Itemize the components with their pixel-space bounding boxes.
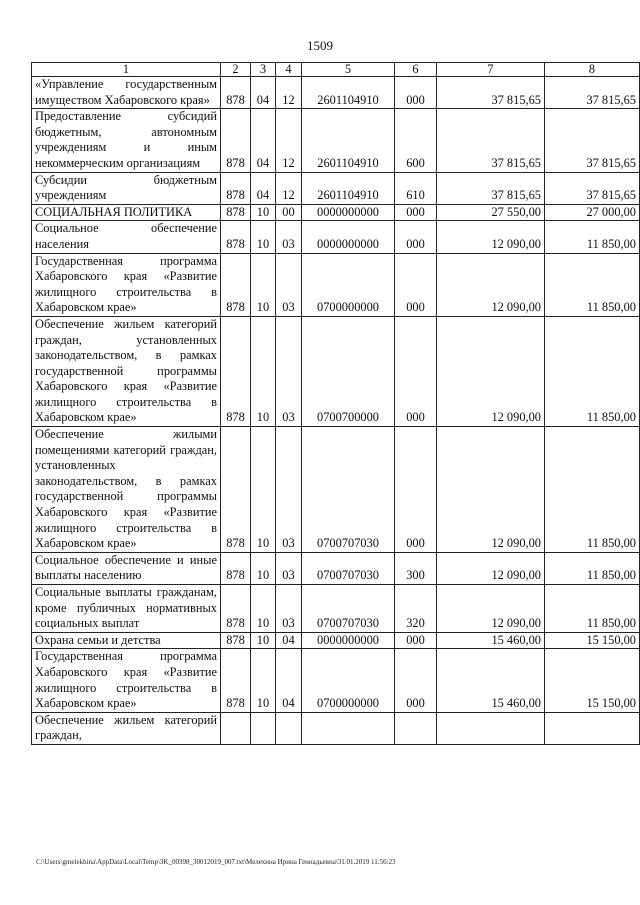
expense-type-code: 610 (395, 172, 437, 204)
table-row (32, 316, 640, 426)
amount-col8: 15 150,00 (545, 649, 640, 712)
budget-table (31, 62, 640, 745)
column-header: 4 (276, 63, 302, 77)
amount-col7: 27 550,00 (437, 204, 545, 221)
amount-col7: 37 815,65 (437, 77, 545, 109)
section-code: 10 (251, 427, 276, 553)
column-header-row (32, 63, 640, 77)
amount-col8: 27 000,00 (545, 204, 640, 221)
amount-col8: 37 815,65 (545, 172, 640, 204)
ministry-code: 878 (221, 172, 251, 204)
ministry-code: 878 (221, 204, 251, 221)
row-name: «Управление государственным имуществом Хабаровского края» (32, 77, 221, 109)
table-row (32, 632, 640, 649)
table-row (32, 204, 640, 221)
amount-col8: 11 850,00 (545, 221, 640, 253)
table-row (32, 552, 640, 584)
section-code: 10 (251, 632, 276, 649)
ministry-code: 878 (221, 585, 251, 633)
row-name: Субсидии бюджетным учреждениям (32, 172, 221, 204)
expense-type-code: 000 (395, 221, 437, 253)
target-code: 0000000000 (302, 221, 395, 253)
table-row (32, 221, 640, 253)
table-row (32, 253, 640, 316)
amount-col7: 12 090,00 (437, 221, 545, 253)
expense-type-code: 000 (395, 632, 437, 649)
expense-type-code: 000 (395, 649, 437, 712)
expense-type-code (395, 712, 437, 744)
expense-type-code: 000 (395, 427, 437, 553)
ministry-code: 878 (221, 77, 251, 109)
amount-col8: 11 850,00 (545, 253, 640, 316)
row-name: Предоставление субсидий бюджетным, автономным учреждениям и иным некоммерческим организациям (32, 109, 221, 172)
table-row (32, 427, 640, 553)
subsection-code: 00 (276, 204, 302, 221)
amount-col8: 15 150,00 (545, 632, 640, 649)
subsection-code: 03 (276, 221, 302, 253)
column-header: 7 (437, 63, 545, 77)
amount-col7: 12 090,00 (437, 585, 545, 633)
target-code: 0000000000 (302, 204, 395, 221)
row-name: Государственная программа Хабаровского края «Развитие жилищного строительства в Хабаровском крае» (32, 649, 221, 712)
target-code: 0700707030 (302, 552, 395, 584)
expense-type-code: 000 (395, 253, 437, 316)
amount-col8 (545, 712, 640, 744)
row-name: СОЦИАЛЬНАЯ ПОЛИТИКА (32, 204, 221, 221)
ministry-code: 878 (221, 253, 251, 316)
target-code: 0700707030 (302, 427, 395, 553)
section-code: 10 (251, 221, 276, 253)
target-code (302, 712, 395, 744)
subsection-code: 03 (276, 585, 302, 633)
amount-col8: 37 815,65 (545, 77, 640, 109)
amount-col8: 11 850,00 (545, 585, 640, 633)
amount-col7 (437, 712, 545, 744)
amount-col7: 12 090,00 (437, 552, 545, 584)
target-code: 0700707030 (302, 585, 395, 633)
column-header: 5 (302, 63, 395, 77)
amount-col7: 12 090,00 (437, 316, 545, 426)
ministry-code: 878 (221, 316, 251, 426)
row-name: Охрана семьи и детства (32, 632, 221, 649)
section-code: 10 (251, 204, 276, 221)
section-code: 04 (251, 77, 276, 109)
amount-col8: 11 850,00 (545, 552, 640, 584)
subsection-code: 03 (276, 427, 302, 553)
file-path-footer: C:\Users\gmelekhina\AppData\Local\Temp\3K_00398_30012019_007.txt\Мелехина Ирина Геннадьевна\31.01.2019 11:56:23 (36, 858, 396, 866)
row-name: Обеспечение жильем категорий граждан, установленных законодательством, в рамках государственной программы Хабаровского края «Развитие жилищного строительства в Хабаровском крае» (32, 316, 221, 426)
row-name: Обеспечение жильем категорий граждан, (32, 712, 221, 744)
amount-col7: 12 090,00 (437, 253, 545, 316)
target-code: 2601104910 (302, 172, 395, 204)
subsection-code: 12 (276, 172, 302, 204)
target-code: 2601104910 (302, 77, 395, 109)
table-row (32, 585, 640, 633)
target-code: 0000000000 (302, 632, 395, 649)
amount-col7: 37 815,65 (437, 172, 545, 204)
ministry-code (221, 712, 251, 744)
column-header: 1 (32, 63, 221, 77)
ministry-code: 878 (221, 427, 251, 553)
amount-col8: 11 850,00 (545, 427, 640, 553)
section-code: 10 (251, 316, 276, 426)
amount-col8: 37 815,65 (545, 109, 640, 172)
ministry-code: 878 (221, 221, 251, 253)
column-header: 2 (221, 63, 251, 77)
expense-type-code: 600 (395, 109, 437, 172)
target-code: 0700000000 (302, 253, 395, 316)
section-code: 04 (251, 109, 276, 172)
row-name: Государственная программа Хабаровского края «Развитие жилищного строительства в Хабаровском крае» (32, 253, 221, 316)
expense-type-code: 320 (395, 585, 437, 633)
target-code: 2601104910 (302, 109, 395, 172)
section-code: 10 (251, 253, 276, 316)
amount-col8: 11 850,00 (545, 316, 640, 426)
table-row (32, 77, 640, 109)
subsection-code: 03 (276, 316, 302, 426)
column-header: 6 (395, 63, 437, 77)
row-name: Социальные выплаты гражданам, кроме публичных нормативных социальных выплат (32, 585, 221, 633)
table-row (32, 172, 640, 204)
amount-col7: 15 460,00 (437, 632, 545, 649)
row-name: Обеспечение жилыми помещениями категорий граждан, установленных законодательством, в рамках государственной программы Хабаровского края «Развитие жилищного строительства в Хабаровском крае» (32, 427, 221, 553)
column-header: 8 (545, 63, 640, 77)
column-header: 3 (251, 63, 276, 77)
section-code: 04 (251, 172, 276, 204)
expense-type-code: 000 (395, 77, 437, 109)
subsection-code: 03 (276, 253, 302, 316)
subsection-code: 04 (276, 649, 302, 712)
row-name: Социальное обеспечение населения (32, 221, 221, 253)
section-code: 10 (251, 585, 276, 633)
section-code: 10 (251, 552, 276, 584)
subsection-code: 12 (276, 109, 302, 172)
ministry-code: 878 (221, 632, 251, 649)
subsection-code: 04 (276, 632, 302, 649)
expense-type-code: 000 (395, 316, 437, 426)
amount-col7: 37 815,65 (437, 109, 545, 172)
subsection-code (276, 712, 302, 744)
subsection-code: 12 (276, 77, 302, 109)
section-code: 10 (251, 649, 276, 712)
table-row (32, 712, 640, 744)
table-row (32, 649, 640, 712)
subsection-code: 03 (276, 552, 302, 584)
expense-type-code: 300 (395, 552, 437, 584)
ministry-code: 878 (221, 649, 251, 712)
ministry-code: 878 (221, 552, 251, 584)
row-name: Социальное обеспечение и иные выплаты населению (32, 552, 221, 584)
expense-type-code: 000 (395, 204, 437, 221)
target-code: 0700700000 (302, 316, 395, 426)
amount-col7: 15 460,00 (437, 649, 545, 712)
ministry-code: 878 (221, 109, 251, 172)
table-row (32, 109, 640, 172)
page-number: 1509 (307, 38, 333, 53)
target-code: 0700000000 (302, 649, 395, 712)
section-code (251, 712, 276, 744)
amount-col7: 12 090,00 (437, 427, 545, 553)
